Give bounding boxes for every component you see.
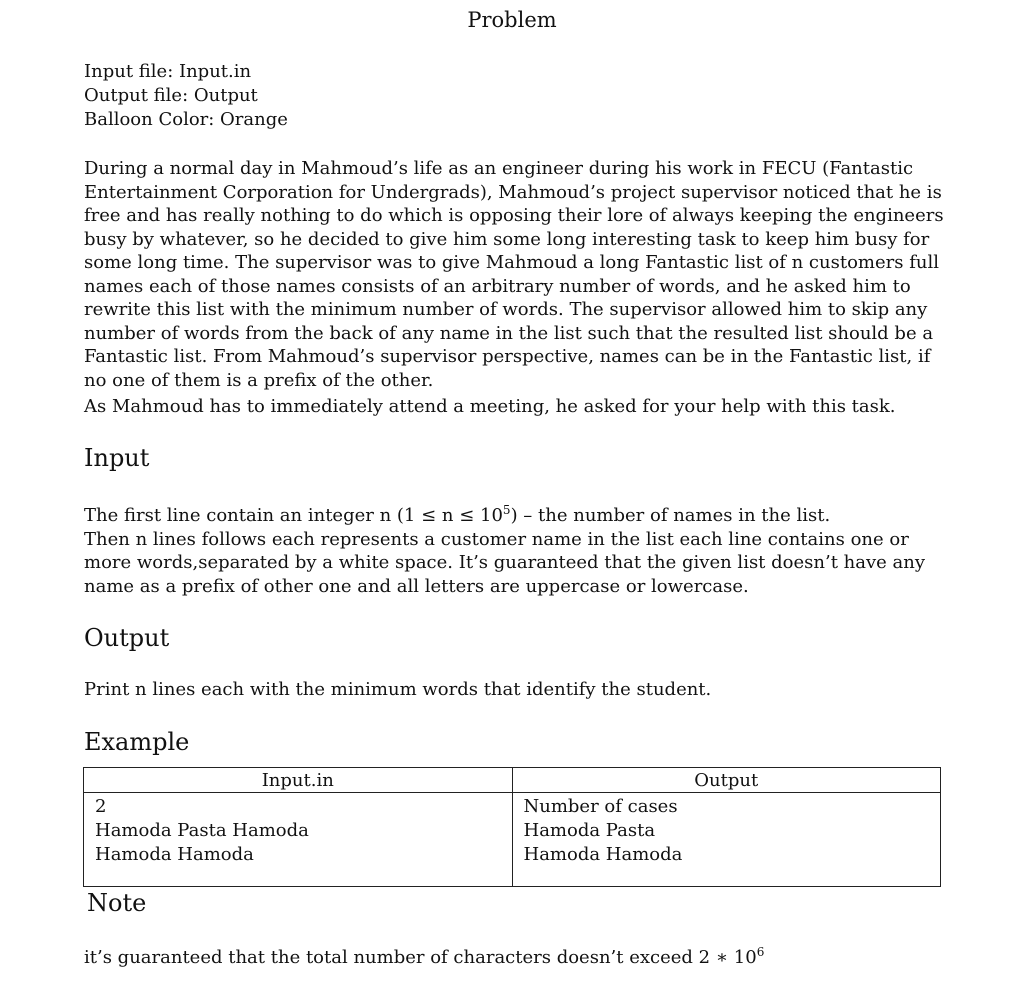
example-heading: Example [84, 728, 190, 756]
note-exponent: 6 [756, 945, 765, 959]
input-line1 [84, 505, 830, 526]
example-input-header: Input.in [84, 768, 513, 793]
example-input-line: Hamoda Hamoda [95, 844, 254, 865]
input-constraint-exponent: 5 [502, 503, 511, 517]
example-output-cell [512, 793, 941, 887]
note-text-main: it’s guaranteed that the total number of characters doesn’t exceed 2 ∗ 10 [84, 947, 757, 968]
output-heading: Output [84, 624, 170, 652]
input-file-line: Input file: Input.in [84, 61, 252, 82]
example-output-line: Hamoda Hamoda [523, 844, 683, 865]
note-text [84, 946, 954, 970]
example-table [83, 767, 941, 887]
input-description [84, 504, 954, 598]
page-title: Problem [467, 8, 557, 32]
input-heading: Input [84, 444, 150, 472]
example-output-header: Output [512, 768, 941, 793]
output-file-line: Output file: Output [84, 85, 258, 106]
note-heading: Note [87, 889, 147, 917]
example-output-line: Hamoda Pasta [523, 820, 656, 841]
example-output-line: Number of cases [523, 796, 678, 817]
statement-closing-paragraph: As Mahmoud has to immediately attend a meeting, he asked for your help with this task. [84, 396, 896, 417]
input-constraint-text: The first line contain an integer n (1 ≤ n ≤ 10 [84, 505, 503, 526]
input-constraint-tail: ) – the number of names in the list. [510, 505, 831, 526]
example-input-line: 2 [95, 796, 107, 817]
statement-paragraph: During a normal day in Mahmoud’s life as an engineer during his work in FECU (Fantastic Entertainment Corporation for Undergrads), Mahmoud’s project supervisor noticed that he is free and has really nothing to do which is opposing their lore of always keeping the engineers busy by whatever, so he decided to give him some long interesting task to keep him busy for some long time. The supervisor was to give Mahmoud a long Fantastic list of n customers full names each of those names consists of an arbitrary number of words, and he asked him to rewrite this list with the minimum number of words. The supervisor allowed him to skip any number of words from the back of any name in the list such that the resulted list should be a Fantastic list. From Mahmoud’s supervisor perspective, names can be in the Fantastic list, if no one of them is a prefix of the other. [84, 158, 944, 391]
input-line2: Then n lines follows each represents a customer name in the list each line contains one or more words,separated by a white space. It’s guaranteed that the given list doesn’t have any name as a prefix of other one and all letters are uppercase or lowercase. [84, 528, 926, 597]
output-description: Print n lines each with the minimum words that identify the student. [84, 679, 712, 700]
example-input-line: Hamoda Pasta Hamoda [95, 820, 309, 841]
example-input-cell [84, 793, 513, 887]
balloon-color-line: Balloon Color: Orange [84, 109, 288, 130]
